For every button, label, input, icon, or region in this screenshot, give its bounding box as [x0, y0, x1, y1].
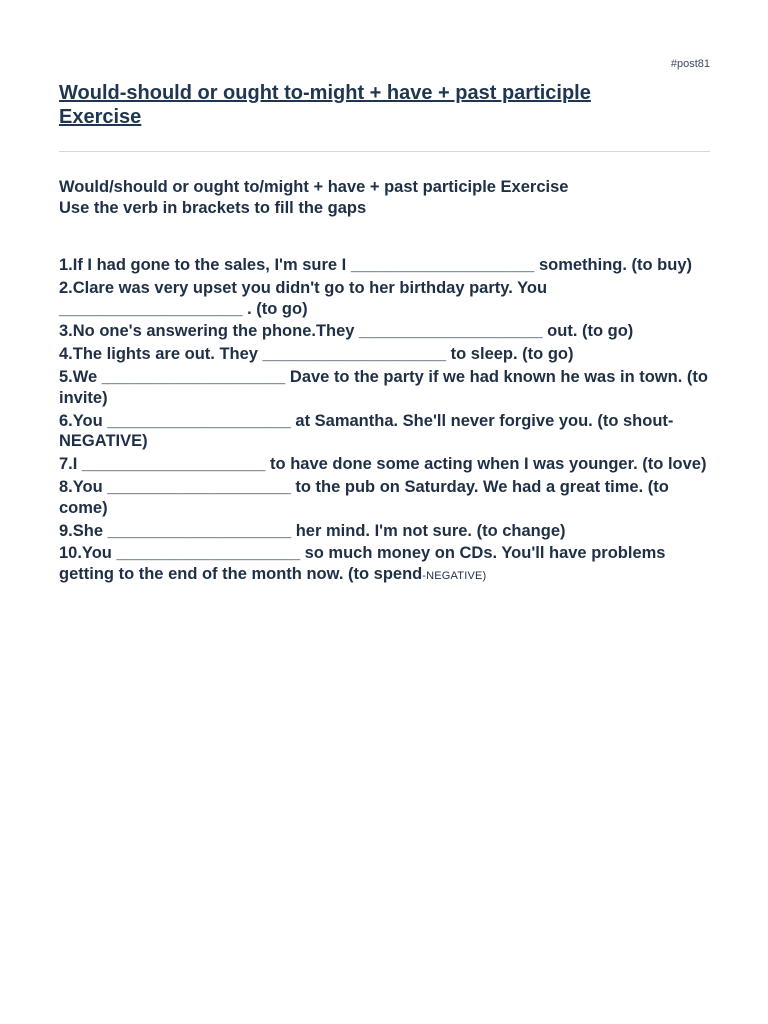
question-item	[59, 454, 710, 477]
question-text: 6.You ____________________ at Samantha. She'll never forgive you. (to shout-NEGATIVE)	[59, 411, 674, 451]
instructions-text: Use the verb in brackets to fill the gaps	[59, 199, 367, 217]
question-text: 1.If I had gone to the sales, I'm sure I ____________________ something. (to buy)	[59, 256, 693, 274]
question-text: 3.No one's answering the phone.They ____________________ out. (to go)	[59, 322, 634, 341]
instructions-heading: Would/should or ought to/might + have + past participle Exercise	[59, 178, 569, 196]
question-item	[59, 344, 710, 367]
question-item	[59, 321, 710, 344]
question-item	[59, 367, 710, 411]
question-item	[59, 278, 710, 322]
page-title: Would-should or ought to-might + have + past participle Exercise	[59, 82, 591, 128]
question-item	[59, 521, 710, 544]
question-text: 8.You ____________________ to the pub on Saturday. We had a great time. (to come)	[59, 477, 669, 517]
post-tag: #post81	[670, 58, 710, 70]
question-text: 5.We ____________________ Dave to the party if we had known he was in town. (to invite)	[59, 367, 708, 407]
question-text: 7.I ____________________ to have done some acting when I was younger. (to love)	[59, 455, 707, 474]
question-list	[59, 255, 710, 587]
question-item	[59, 255, 710, 278]
question-item	[59, 477, 710, 521]
question-text: 4.The lights are out. They ____________________ to sleep. (to go)	[59, 345, 574, 364]
title-divider	[59, 151, 710, 152]
question-text: 2.Clare was very upset you didn't go to her birthday party. You ____________________ . (to go)	[59, 278, 548, 318]
instructions	[59, 177, 710, 219]
question-note: -NEGATIVE)	[422, 570, 487, 583]
question-text: 10.You ____________________ so much money on CDs. You'll have problems getting to the end of the month now. (to spend	[59, 544, 666, 584]
question-item	[59, 543, 710, 587]
question-text: 9.She ____________________ her mind. I'm not sure. (to change)	[59, 521, 566, 540]
question-item	[59, 411, 710, 455]
